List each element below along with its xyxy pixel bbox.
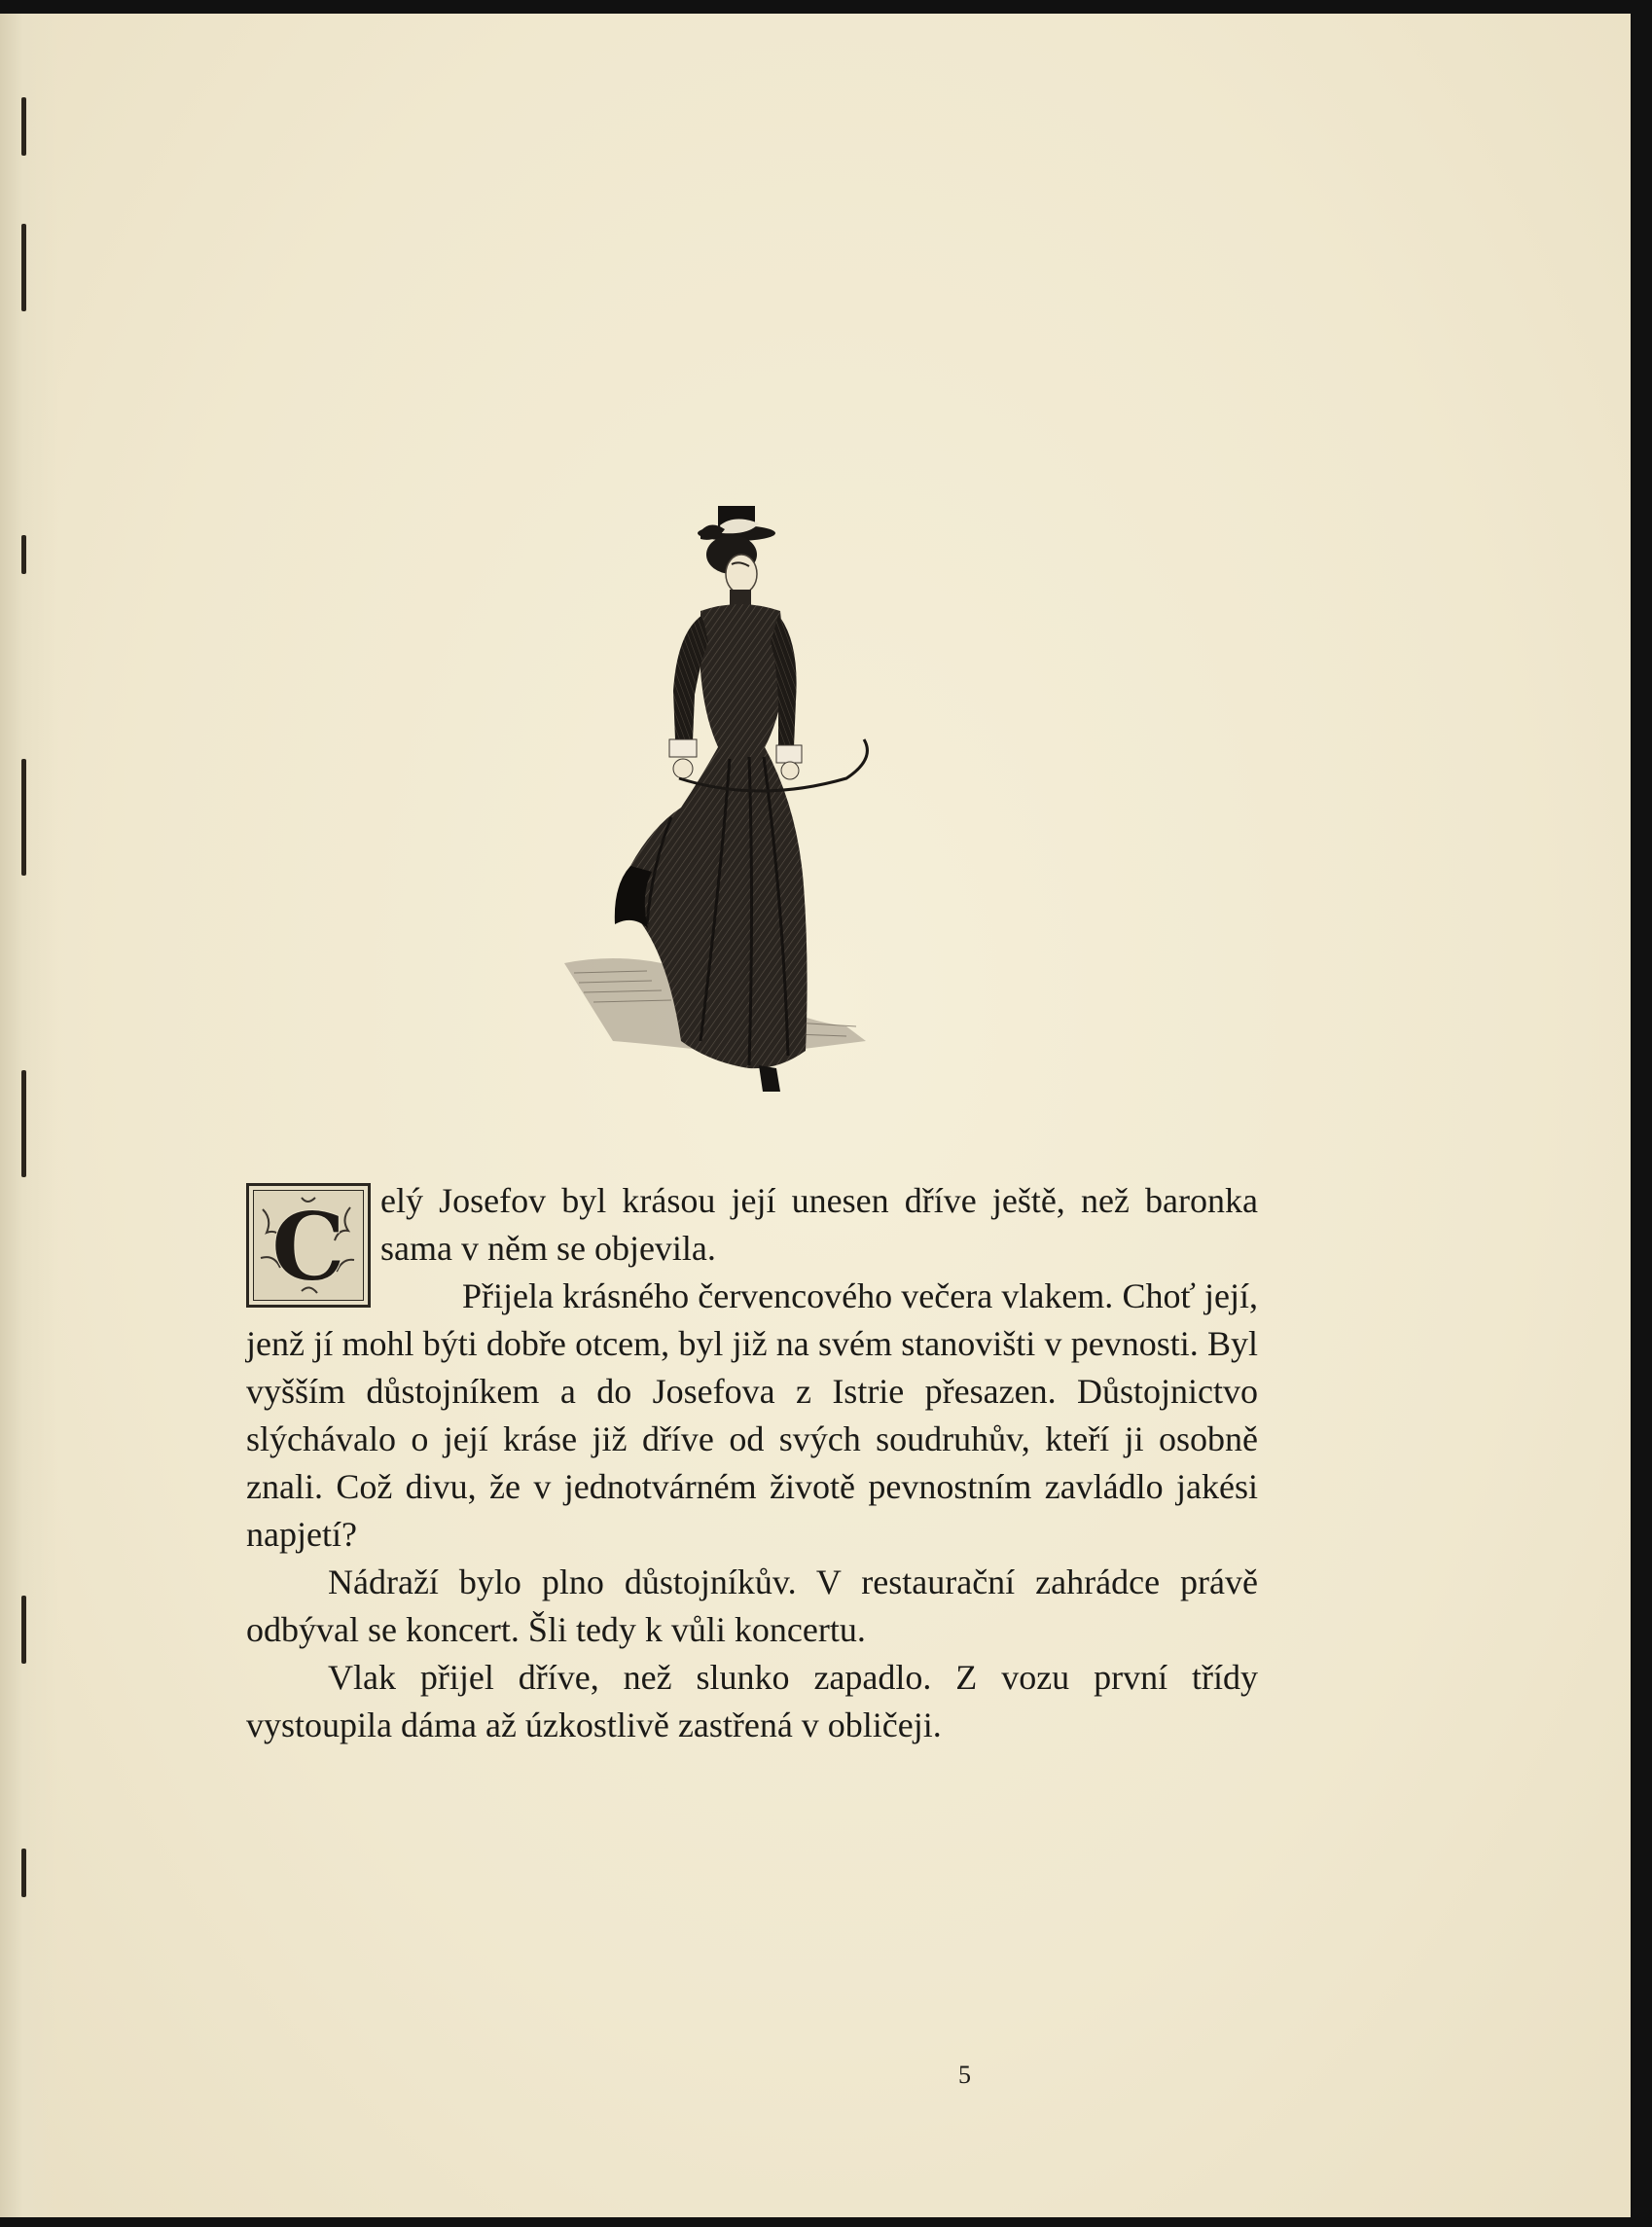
scan-border-top <box>0 0 1652 14</box>
binding-thread <box>21 224 26 311</box>
ornamental-initial-icon <box>253 1190 364 1301</box>
drop-cap-initial <box>246 1183 371 1308</box>
binding-thread <box>21 535 26 574</box>
paragraph-3: Nádraží bylo plno důstojníkův. V restaurační zahrádce právě odbýval se koncert. Šli tedy k vůli koncertu. <box>246 1562 1258 1649</box>
binding-thread <box>21 1070 26 1177</box>
scan-border-bottom <box>0 2217 1652 2227</box>
body-text <box>246 1177 1258 1749</box>
binding-thread <box>21 1596 26 1664</box>
binding-thread <box>21 759 26 876</box>
scan-border-right <box>1631 0 1652 2227</box>
binding-thread <box>21 97 26 156</box>
page-number: 5 <box>958 2061 971 2089</box>
svg-text:C: C <box>270 1192 346 1301</box>
paragraph-1 <box>246 1177 1258 1301</box>
paragraph-1-text: elý Josefov byl krásou její unesen dříve ještě, než baronka sama v něm se objevila. <box>380 1181 1258 1268</box>
paragraph-2: Přijela krásného červencového večera vlakem. Choť její, jenž jí mohl býti dobře otcem, byl již na svém stanovišti v pevnosti. Byl vyšším důstojníkem a do Josefova z Istrie přesazen. Důstojnictvo slýchávalo o její kráse již dříve od svých soudruhův, kteří ji osobně znali. Což divu, že v jednotvárném životě pevnostním zavládlo jakési napjetí? <box>246 1276 1258 1554</box>
binding-gutter <box>0 14 58 2217</box>
lady-illustration <box>555 496 895 1129</box>
paragraph-4: Vlak přijel dříve, než slunko zapadlo. Z vozu první třídy vystoupila dáma až úzkostlivě zastřená v obličeji. <box>246 1658 1258 1744</box>
binding-thread <box>21 1849 26 1897</box>
